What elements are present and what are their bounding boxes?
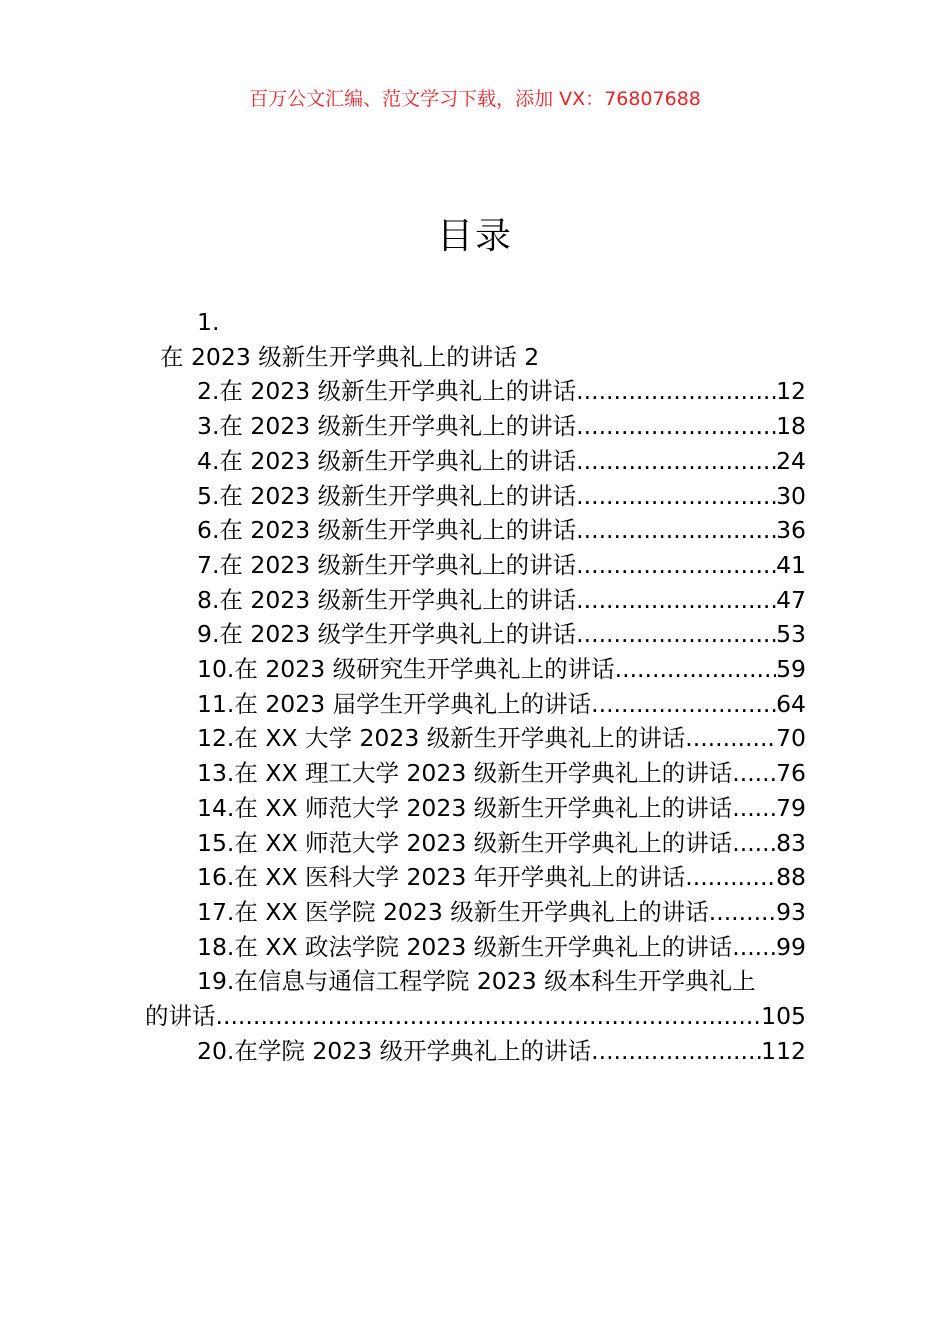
toc-entry-text: 3.在 2023 级新生开学典礼上的讲话 [197,412,577,441]
toc-leader-dots [591,687,776,722]
toc-entry-text: 5.在 2023 级新生开学典礼上的讲话 [197,481,577,510]
toc-leader-dots [709,895,776,930]
toc-page-number: 79 [776,793,806,822]
toc-leader-dots [576,548,776,583]
toc-page-number: 53 [776,620,806,649]
toc-entry-19-line1 [145,964,806,999]
toc-leader-dots [732,756,776,791]
toc-entry [145,895,806,930]
toc-page-number: 76 [776,759,806,788]
toc-entry-1-text: 在 2023 级新生开学典礼上的讲话 2 [160,342,540,371]
toc-page-number: 41 [776,550,806,579]
toc-entry [145,548,806,583]
toc-entry-text: 8.在 2023 级新生开学典礼上的讲话 [197,585,577,614]
toc-entry [145,687,806,722]
table-of-contents [145,305,806,1068]
toc-entry-text: 4.在 2023 级新生开学典礼上的讲话 [197,446,577,475]
toc-entry-text: 13.在 XX 理工大学 2023 级新生开学典礼上的讲话 [197,759,733,788]
toc-entry-text: 7.在 2023 级新生开学典礼上的讲话 [197,550,577,579]
toc-entry-text: 19.在信息与通信工程学院 2023 级本科生开学典礼上 [197,967,756,996]
toc-entry-text: 11.在 2023 届学生开学典礼上的讲话 [197,689,592,718]
toc-entry [145,479,806,514]
toc-entry [145,826,806,861]
toc-page-number: 70 [776,724,806,753]
toc-entry-19-line2 [145,999,806,1034]
toc-leader-dots [216,999,762,1034]
toc-entry [145,930,806,965]
toc-entry-1-number: 1. [197,308,220,336]
toc-leader-dots [576,479,776,514]
toc-leader-dots [732,930,776,965]
toc-leader-dots [732,826,776,861]
toc-entry-text: 14.在 XX 师范大学 2023 级新生开学典礼上的讲话 [197,793,733,822]
toc-page-number: 24 [776,446,806,475]
toc-entry [145,513,806,548]
toc-leader-dots [576,374,776,409]
toc-entry [145,791,806,826]
toc-entry-text: 18.在 XX 政法学院 2023 级新生开学典礼上的讲话 [197,932,733,961]
toc-leader-dots [576,513,776,548]
toc-entry-text: 2.在 2023 级新生开学典礼上的讲话 [197,377,577,406]
toc-page-number: 12 [776,377,806,406]
toc-entry-text: 的讲话 [145,1002,216,1031]
toc-page-number: 105 [761,1002,806,1031]
toc-page-number: 36 [776,516,806,545]
toc-page-number: 18 [776,412,806,441]
toc-page-number: 88 [776,863,806,892]
toc-page-number: 99 [776,932,806,961]
toc-leader-dots [576,444,776,479]
toc-entry [145,374,806,409]
toc-entry-text: 17.在 XX 医学院 2023 级新生开学典礼上的讲话 [197,897,709,926]
toc-entry-text: 20.在学院 2023 级开学典礼上的讲话 [197,1036,592,1065]
toc-entry [145,583,806,618]
toc-page-number: 47 [776,585,806,614]
toc-entry-text: 6.在 2023 级新生开学典礼上的讲话 [197,516,577,545]
toc-entry-text: 12.在 XX 大学 2023 级新生开学典礼上的讲话 [197,724,686,753]
watermark-header: 百万公文汇编、范文学习下载，添加 VX：76807688 [249,88,701,110]
toc-page-number: 93 [776,897,806,926]
toc-entry [145,444,806,479]
toc-page-number: 59 [776,655,806,684]
toc-leader-dots [576,409,776,444]
toc-entry-text: 10.在 2023 级研究生开学典礼上的讲话 [197,655,615,684]
toc-leader-dots [732,791,776,826]
toc-entry-text: 16.在 XX 医科大学 2023 年开学典礼上的讲话 [197,863,686,892]
toc-leader-dots [591,1034,761,1069]
toc-entry [145,721,806,756]
toc-leader-dots [685,721,776,756]
toc-leader-dots [576,617,776,652]
toc-entry [145,617,806,652]
toc-list [145,374,806,964]
toc-entry [145,860,806,895]
toc-page-number: 30 [776,481,806,510]
toc-page-number: 83 [776,828,806,857]
page-title: 目录 [436,216,513,257]
toc-entry-20 [145,1034,806,1069]
toc-leader-dots [576,583,776,618]
toc-entry [145,409,806,444]
toc-entry-text: 9.在 2023 级学生开学典礼上的讲话 [197,620,577,649]
toc-entry [145,756,806,791]
toc-leader-dots [615,652,776,687]
toc-leader-dots [685,860,776,895]
toc-page-number: 112 [761,1036,806,1065]
toc-page-number: 64 [776,689,806,718]
toc-entry-text: 15.在 XX 师范大学 2023 级新生开学典礼上的讲话 [197,828,733,857]
toc-entry [145,652,806,687]
